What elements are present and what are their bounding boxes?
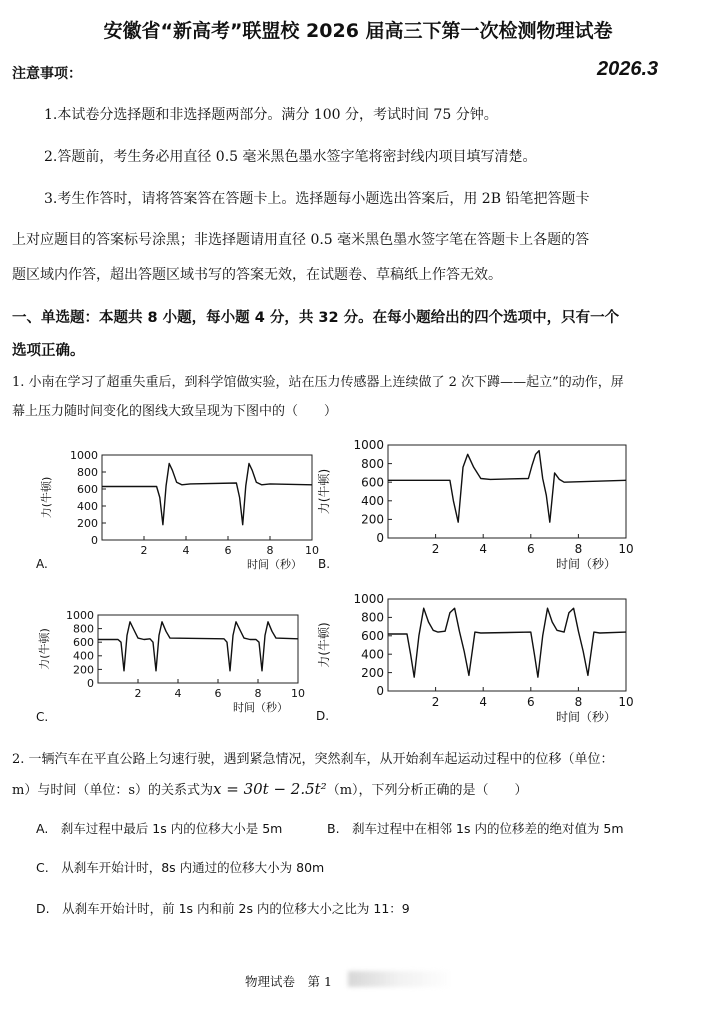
- instruction-3-cont-2: 题区域内作答，超出答题区域书写的答案无效，在试题卷、草稿纸上作答无效。: [12, 267, 502, 283]
- y-tick-label: 400: [73, 649, 94, 663]
- option-label: B.: [318, 557, 331, 571]
- q2-option-d: D. 从刹车开始计时，前 1s 内和前 2s 内的位移大小之比为 11：9: [36, 901, 410, 916]
- plot-frame: [388, 599, 626, 691]
- chart-a: [32, 440, 324, 576]
- x-tick-label: 6: [224, 544, 232, 557]
- y-tick-label: 1000: [353, 438, 384, 453]
- y-tick-label: 600: [73, 636, 94, 650]
- x-axis-label: 时间（秒）: [555, 710, 616, 724]
- x-tick-label: 8: [254, 687, 262, 700]
- x-tick-label: 6: [214, 687, 222, 700]
- x-tick-label: 10: [291, 687, 305, 700]
- y-tick-label: 800: [361, 610, 384, 625]
- y-axis-label: 力(牛顿): [317, 622, 331, 668]
- force-series-line: [388, 608, 626, 677]
- q2-option-a: A. 刹车过程中最后 1s 内的位移大小是 5m: [36, 821, 283, 836]
- x-tick-label: 2: [431, 695, 440, 709]
- option-label: A.: [36, 557, 48, 571]
- y-tick-label: 600: [361, 629, 384, 643]
- exam-date: 2026.3: [597, 58, 659, 80]
- x-tick-label: 4: [479, 542, 488, 556]
- y-tick-label: 800: [361, 456, 384, 471]
- y-tick-label: 200: [73, 663, 94, 677]
- y-tick-label: 600: [77, 482, 98, 496]
- plot-frame: [388, 445, 626, 538]
- option-label: C.: [36, 710, 49, 724]
- x-tick-label: 6: [526, 695, 535, 709]
- x-tick-label: 8: [574, 542, 583, 556]
- y-axis-label: 力(牛顿): [40, 476, 53, 519]
- instruction-3: 3.考生作答时，请将答案答在答题卡上。选择题每小题选出答案后，用 2B 铅笔把答题卡: [44, 191, 590, 207]
- plot-frame: [98, 615, 298, 683]
- y-tick-label: 200: [77, 516, 98, 530]
- x-axis-label: 时间（秒）: [555, 557, 616, 571]
- y-tick-label: 0: [376, 531, 384, 546]
- x-tick-label: 2: [134, 687, 142, 700]
- instruction-3-cont-1: 上对应题目的答案标号涂黑；非选择题请用直径 0.5 毫米黑色墨水签字笔在答题卡上各题的答: [12, 232, 590, 248]
- x-tick-label: 10: [618, 542, 634, 556]
- q2-formula: x = 30t − 2.5t²: [213, 780, 327, 798]
- q2-option-c: C. 从刹车开始计时，8s 内通过的位移大小为 80m: [36, 860, 325, 875]
- y-tick-label: 0: [91, 533, 98, 547]
- q2-stem-prefix: m）与时间（单位：s）的关系式为: [12, 783, 213, 798]
- chart-c: [32, 603, 310, 725]
- y-tick-label: 400: [77, 499, 98, 513]
- section1-heading-cont: 选项正确。: [12, 343, 85, 359]
- force-series-line: [102, 464, 312, 525]
- q2-option-b: B. 刹车过程中在相邻 1s 内的位移差的绝对值为 5m: [327, 821, 624, 836]
- notice-label: 注意事项：: [12, 66, 82, 82]
- q1-stem: 1. 小南在学习了超重失重后，到科学馆做实验，站在压力传感器上连续做了 2 次下蹲——起立”的动作，屏: [12, 375, 624, 390]
- q2-stem: 2. 一辆汽车在平直公路上匀速行驶，遇到紧急情况，突然刹车，从开始刹车起运动过程中的位移（单位：: [12, 752, 614, 767]
- force-series-line: [388, 451, 626, 523]
- q2-stem-cont: [12, 779, 528, 798]
- x-tick-label: 2: [140, 544, 148, 557]
- exam-title: 安徽省“新高考”联盟校 2026 届高三下第一次检测物理试卷: [103, 20, 613, 42]
- y-tick-label: 0: [376, 684, 384, 699]
- y-tick-label: 600: [361, 475, 384, 490]
- section1-heading: 一、单选题：本题共 8 小题，每小题 4 分，共 32 分。在每小题给出的四个选项中，只有一个: [12, 310, 620, 326]
- force-series-line: [98, 622, 298, 671]
- x-axis-label: 时间（秒）: [233, 701, 288, 714]
- y-axis-label: 力(牛顿): [317, 468, 331, 515]
- x-tick-label: 10: [618, 695, 634, 709]
- y-tick-label: 1000: [66, 608, 94, 622]
- x-tick-label: 8: [266, 544, 274, 557]
- y-tick-label: 200: [361, 512, 384, 527]
- y-tick-label: 800: [73, 622, 94, 636]
- x-tick-label: 2: [431, 542, 440, 556]
- chart-d: [312, 588, 642, 725]
- x-tick-label: 10: [305, 544, 319, 557]
- q2-stem-suffix: （m），下列分析正确的是（ ）: [326, 783, 528, 798]
- y-tick-label: 0: [87, 676, 94, 690]
- y-tick-label: 400: [361, 647, 384, 662]
- x-tick-label: 4: [479, 695, 488, 709]
- x-axis-label: 时间（秒）: [247, 558, 302, 571]
- instruction-2: 2.答题前，考生务必用直径 0.5 毫米黑色墨水签字笔将密封线内项目填写清楚。: [44, 149, 537, 165]
- y-tick-label: 400: [361, 494, 384, 508]
- q1-stem-cont: 幕上压力随时间变化的图线大致呈现为下图中的（ ）: [12, 404, 338, 419]
- option-label: D.: [316, 709, 330, 723]
- y-tick-label: 800: [77, 465, 98, 479]
- y-tick-label: 200: [361, 665, 384, 680]
- y-tick-label: 1000: [353, 592, 384, 607]
- plot-frame: [102, 455, 312, 540]
- instruction-1: 1.本试卷分选择题和非选择题两部分。满分 100 分，考试时间 75 分钟。: [44, 107, 498, 123]
- x-tick-label: 4: [182, 544, 190, 557]
- y-tick-label: 1000: [70, 448, 98, 462]
- chart-b: [312, 433, 642, 573]
- x-tick-label: 4: [174, 687, 182, 700]
- x-tick-label: 6: [526, 542, 535, 556]
- blurred-region: [348, 971, 448, 987]
- page-footer: 物理试卷 第 1: [245, 974, 332, 989]
- y-axis-label: 力(牛顿): [38, 628, 51, 670]
- x-tick-label: 8: [574, 695, 583, 709]
